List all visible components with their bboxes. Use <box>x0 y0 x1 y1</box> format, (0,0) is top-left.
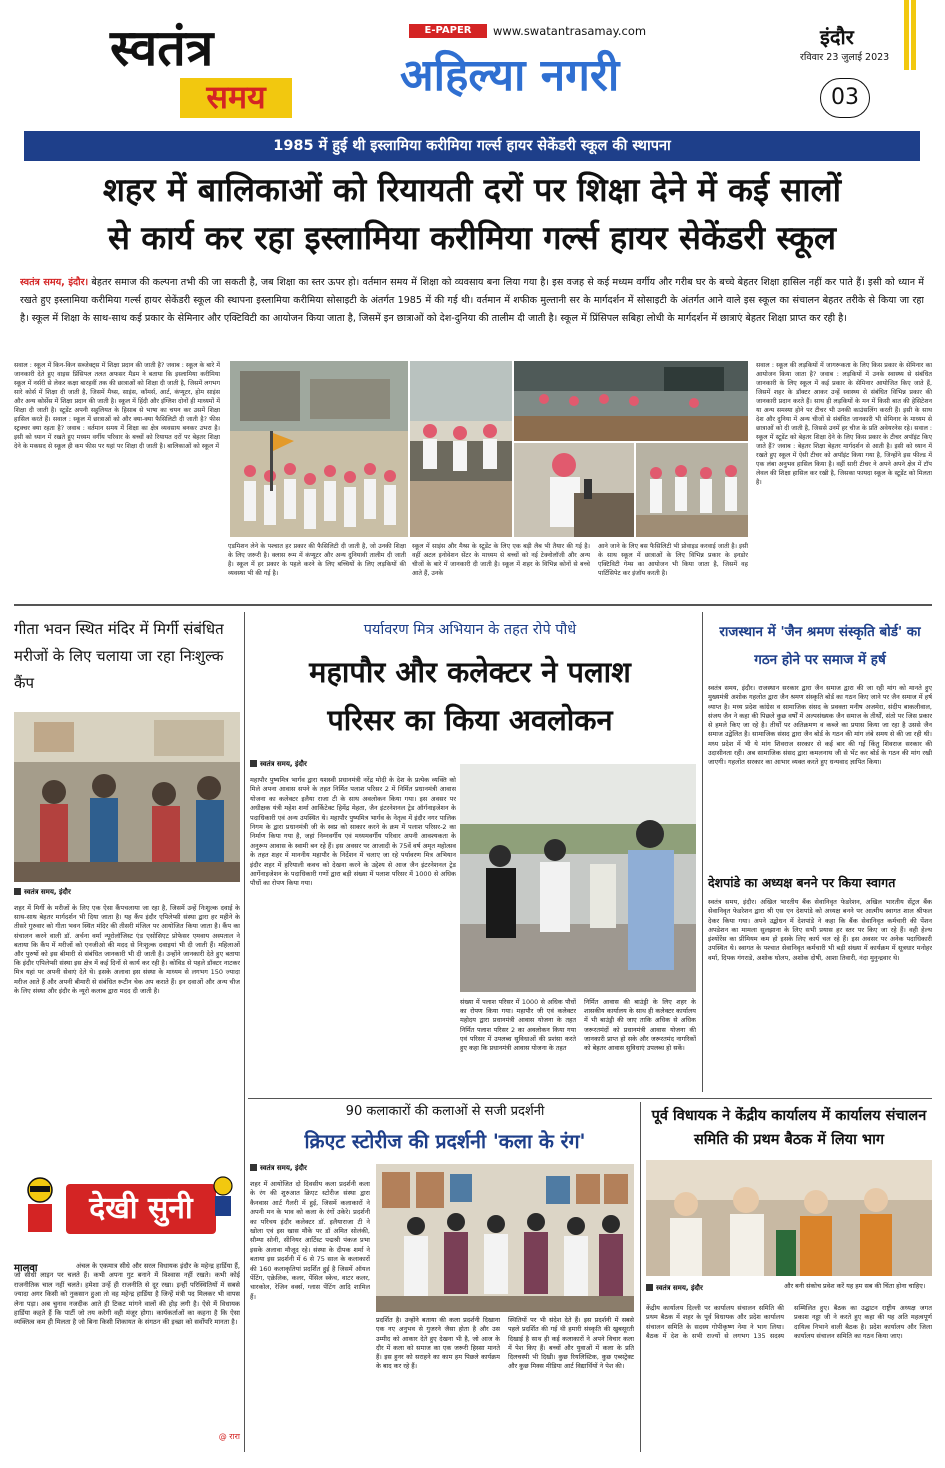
palash-byline <box>250 760 450 770</box>
vidhayak-byline <box>646 1284 766 1294</box>
palash-body: महापौर पुष्यमित्र भार्गव द्वारा यशस्वी प्रधानमंत्री नरेंद्र मोदी के देश के प्रत्येक व्यक्ति को मिले अपना आवास सपने के तहत निर्मित पलाश परिसर 2 में निर्मित प्रधानमंत्री आवास योजना का कलेक्टर इलैया राजा टी के साथ अवलोकन किया गया। इस अवसर पर अधीक्षक यंत्री महेश शर्मा आर्किटेक्ट हिमेंद्र मेहता, जैन इंटरनेशनल ट्रेड ऑर्गनाइजेशन के पदाधिकारी एवं अन्य उपस्थित थे। महापौर पुष्यमित्र भार्गव के नेतृत्व में इंदौर नगर पालिक निगम के द्वारा प्रधानमंत्री जी के स्वप्न को साकार करने के क्रम में पलाश परिसर-2 का निर्माण किया गया है, जहां निम्नवर्गीय एवं मध्यमवर्गीय परिवार अपनी आवश्यकता के अनुरूप आवास के स्वामी बन रहे हैं। इस अवसर पर आजादी के 75वें वर्ष अमृत महोत्सव के तहत शहर में माननीय महापौर के निर्देशन में चलाए जा रहे पर्यावरण मित्र अभियान इंदौर शहर में हरियाली कवच को देखना करने के उद्देश्य से आज जैन इंटरनेशनल ट्रेड आर्गेनाइजेशन के पदाधिकारी गणों द्वारा बड़ी संख्या में पलाश परिसर में 1000 से अधिक पौधों का रोपण किया गया। <box>250 776 456 888</box>
palash-photo <box>460 764 696 992</box>
divider-lead-bottom <box>14 604 932 606</box>
mandir-byline <box>14 888 240 898</box>
vidhayak-photo <box>646 1160 932 1276</box>
divider-right-col <box>702 612 703 1092</box>
divider-mid-bottom <box>248 1098 932 1099</box>
lead-headline-line-1: शहर में बालिकाओं को रियायती दरों पर शिक्षा देने में कई सालों <box>102 171 842 209</box>
vidhayak-headline: पूर्व विधायक ने केंद्रीय कार्यालय में कार्यालय संचालन समिति की प्रथम बैठक में लिया भाग <box>651 1108 927 1148</box>
palash-headline-line-1: महापौर और कलेक्टर ने पलाश <box>309 655 631 689</box>
lead-caption-col-3: आने जाने के लिए बस फैसिलिटी भी प्रोवाइड करवाई जाती है। इसी के साथ स्कूल में छात्राओं के लिए विभिन्न प्रकार के इनडोर एक्टिविटी गेम्स का आयोजन भी किया जाता है, जिसमें वह पार्टिसिपेट कर इंजॉय करती है। <box>598 543 748 577</box>
logo-bottom-text: समय <box>206 78 266 116</box>
lead-kicker-band <box>24 131 920 161</box>
palash-caption-col-2: निर्मित आवास की बाउंड्री के लिए शहर के शासकीय कार्यालय के साथ ही कलेक्टर कार्यालय में भी बाउंड्री की जाए ताकि अधिक से अधिक जरूरतमंदों को प्रधानमंत्री आवास योजना की जानकारी प्राप्त हो सके और जरूरतमंद नागरिकों को बेहतर आवास सुविधाएं उपलब्ध हो सकें। <box>584 998 696 1053</box>
lead-photo-assembly <box>230 361 408 537</box>
column-figure-icon <box>20 1174 60 1234</box>
art-photo <box>376 1164 634 1312</box>
jain-body: स्वतंत्र समय, इंदौर। राजस्थान सरकार द्वारा जैन समाज द्वारा की जा रही मांग को मानते हुए मुख्यमंत्री अशोक गहलोत द्वारा जैन श्रमण संस्कृति बोर्ड का गठन किए जाने पर जैन समाज में हर्ष व्याप्त है। मध्य प्रदेश कांग्रेस व सामाजिक संसद के प्रवक्ता मनीष अजमेरा, संदीप बाकलीवाल, संजय जैन ने कहा की पिछले कुछ वर्षों में अल्पसंख्यक जैन समाज के तीर्थों, संतो पर जिस प्रकार से हमले किए जा रहे है। तीर्थों पर अतिक्रमण व कब्जे का प्रयास किया जा रहा है उससे जैन समाज उद्वेलित है। सामाजिक संसद द्वारा जैन बोर्ड के गठन की मांग लंबे समय से की जा रही थी। मध्य प्रदेश में भी ये मांग शिवराज सरकार से कई बार की गई किंतु शिवराज सरकार की उदासीनता रही। अब सामाजिक संसद द्वारा कमलनाथ जी से भेंट कर बोर्ड के गठन की मांग रखी जाएगी। गहलोत सरकार का आभार व्यक्त करते हुए धन्यवाद ज्ञापित किया। <box>708 684 932 767</box>
jain-headline: राजस्थान में 'जैन श्रमण संस्कृति बोर्ड' का गठन होने पर समाज में हर्ष <box>719 624 921 668</box>
art-kicker: 90 कलाकारों की कलाओं से सजी प्रदर्शनी <box>345 1104 545 1119</box>
column-region-tag: मालवा <box>14 1263 38 1274</box>
mandir-byline-text: स्वतंत्र समय, इंदौर <box>24 888 71 896</box>
lead-headline <box>22 166 922 264</box>
art-body: शहर में आयोजित दो दिवसीय कला प्रदर्शनी कला के रंग की शुरुआत क्रिएट स्टोरीज संस्था द्वारा कैनवास आर्ट गैलरी में हुई, जिसमें कलाकारों ने अपनी मन के भाव को कला के रंगों उकेरे। प्रदर्शनी का परिचय इंदौर कलेक्टर डॉ. इलैयाराजा टी ने खोला एवं इस खास मौके पर डॉ अमित सोलंकी, सौम्या सोनी, सीनियर आर्टिस्ट पद्मश्री पंकज प्रभा इसके अलावा मौजूद रहे। संस्था के दीपक शर्मा ने बताया इस प्रदर्शनी में 6 से 75 साल के कलाकारों की 160 कलाकृतियां प्रदर्शित हुई है जिसमें ऑयल पेंटिंग, एक्रेलिक, कलर, पेंसिल स्केच, वाटर कलर, चारकोल, रेजिन वर्क्स, ग्लास पेंटिंग आदि शामिल हैं। <box>250 1180 370 1301</box>
lead-intro-text: बेहतर समाज की कल्पना तभी की जा सकती है, जब शिक्षा का स्तर ऊपर हो। वर्तमान समय में शिक्षा को व्यवसाय बना लिया गया है। इस वजह से कई मध्यम वर्गीय और गरीब घर के बच्चे बेहतर शिक्षा हासिल नहीं कर पाते हैं। इसी को ध्यान में रखते हुए इस्लामिया करीमिया गर्ल्स हायर सेकेंडरी स्कूल की स्थापना इस्लामिया करीमिया सोसाइटी के अंतर्गत 1985 में की गई थी। वर्तमान में शफीक मुल्तानी सर के मार्गदर्शन में सोसाइटी के अंतर्गत आने वाले इस स्कूल का संचालन बेहतर तरीके से किया जा रहा है। स्कूल में शिक्षा के साथ-साथ कई प्रकार के सेमिनार और एक्टिविटी का आयोजन किया जाता है, जिसमें इन छात्राओं को देश-दुनिया की तालीम दी जाती है। स्कूल में प्रिंसिपल सबिहा लोधी के मार्गदर्शन में छात्राएं बेहतर शिक्षा प्राप्त कर रही है। <box>20 277 924 325</box>
column-figure-icon-2 <box>210 1176 236 1216</box>
lead-photo-classroom <box>514 361 748 441</box>
vidhayak-caption-right: और बनी संकोच प्रवेश करें यह हम सब की चिंता होना चाहिए। <box>784 1282 926 1290</box>
masthead <box>0 0 945 127</box>
lead-caption-col-1: एडमिशन लेने के पश्चात हर प्रकार की फैसिलिटी दी जाती है, जो उनकी शिक्षा के लिए जरूरी है। क्लास रूम में कंप्यूटर और अन्य दुनियावी तालीम दी जाती है। स्कूल में हर प्रकार के पहले करने के लिए बच्चियों के लिए लड़कियों की व्यवस्था भी की गई है। <box>228 543 406 577</box>
deshpande-body: स्वतंत्र समय, इंदौर। अखिल भारतीय बैंक सेवानिवृत फेडरेशन, अखिल भारतीय सेंट्रल बैंक सेवानिवृत फेडरेशन द्वारा श्री एस एन देशपांडे को अध्यक्ष बनने पर आत्मीय स्वागत शाल श्रीफल देकर किया गया। अपने उद्बोधन में देशपांडे ने कहा कि बैंक सेवानिवृत कर्मचारी की पेंशन अपडेशन का मामला सुलझाना के लिए सभी प्रयास हर स्तर पर किए जा रहे हैं। वही हेल्थ इंश्योरेंस का प्रीमियम कम हो इसके लिए कार्य चल रहे हैं। इस अवसर पर अनेक पदाधिकारी उपस्थित थे। स्वागत के पश्चात सेवानिवृत कर्मचारी भी बड़ी संख्या में कार्यक्रम में सूत्रधार मनोहर वर्मा, दिपक गंगराडे, अशोक घोलप, अशोक दोषी, आशा तिवारी, नंदा मुनुन्द्रवार थे। <box>708 898 932 962</box>
logo-top-text: स्वतंत्र <box>110 18 214 77</box>
vidhayak-body: केंद्रीय कार्यालय दिल्ली पर कार्यालय संचालन समिति की प्रथम बैठक में शहर के पूर्व विधायक और प्रदेश कार्यालय संचालन समिति के सदस्य गोपीकृष्ण नेमा ने भाग लिया। बैठक में देश के सभी राज्यों से लगभग 135 सदस्य सम्मिलित हुए। बैठक का उद्घाटन राष्ट्रीय अध्यक्ष जगत प्रकाश नड्डा जी ने करते हुए कहा की यह अति महत्वपूर्ण दायित्व निभाने वाली बैठक है। प्रदेश कार्यालय और जिला कार्यालय संचालन समिति का गठन किया जाए। <box>646 1304 932 1341</box>
yellow-edge-strip <box>904 0 918 70</box>
column-title: देखी सुनी <box>89 1191 193 1226</box>
mandir-body: शहर में मिर्गी के मरीजों के लिए एक ऐसा कैंपचलाया जा रहा है, जिसमें उन्हें निःशुल्क दवाई के साथ-साथ बेहतर मार्गदर्शन भी दिया जाता है। यह कैंप इंदौर एपिलेप्सी संस्था द्वारा हर महीने के तीसरे गुरुवार को गीता भवन स्थित मंदिर की तीसरी मंजिल पर आयोजित किया जाता है। कैंप का संचालन करने वाली डॉ. अर्चना वर्मा न्यूरोलॉजिस्ट एंड एसोसिएट प्रोफेसर एमवाय अस्पताल ने बताया कि कैंप में मरीजों को एनजीओ की मदद से निःशुल्क दवाइयां भी दी जाती हैं। महिलाओं और पुरुषों को इस बीमारी से संबंधित जानकारी भी दी जाती है। उन्होंने जानकारी देते हुए बताया कि इंदौर एपिलेप्सी संस्था इस क्षेत्र में कई दिनों से कार्य कर रही है। कोविड से पहले डॉक्टर नाटकर मित्र यहां पर अपनी सेवाएं देते थे। इसके अलावा इस संस्था के माध्यम से लगभग 150 ज्यादा मरीज आते हैं और अपनी बीमारी से संबंधित रूटीन चेक अप कराते हैं। इन दवाओं और अन्य चीज के लिए संस्था और इंदौर के न्यूरो कलाब द्वारा मदद दी जाती है। <box>14 904 240 995</box>
epaper-tag: E-PAPER <box>409 24 487 38</box>
divider-art-right <box>640 1102 641 1452</box>
lead-intro-dateline: स्वतंत्र समय, इंदौर। <box>20 277 89 288</box>
lead-kicker: 1985 में हुई थी इस्लामिया करीमिया गर्ल्स हायर सेकेंडरी स्कूल की स्थापना <box>273 138 671 154</box>
art-caption-col-2: स्थितियों पर भी संदेश देते हैं। इस प्रदर्शनी में सबसे पहले प्रदर्शित की गई थी हमारी संस्कृति की खुबसूरती दिखाई है साथ ही कई कलाकारों ने अपने विचार कला में पेश किए हैं। बच्चों और युवाओं में कला के प्रति दिलचस्पी भी दिखी। कुछ रियलिस्टिक, कुछ एब्सट्रेक्ट और कुछ मिक्स मीडिया आर्ट विद्यार्थियों ने पेश की। <box>508 1316 634 1371</box>
lead-headline-line-2: से कार्य कर रहा इस्लामिया करीमिया गर्ल्स हायर सेकेंडरी स्कूल <box>107 219 836 257</box>
vidhayak-byline-text: स्वतंत्र समय, इंदौर <box>656 1284 703 1292</box>
divider-left-col <box>244 612 245 1452</box>
lead-photo-lab <box>410 361 512 537</box>
lead-qa-left: सवाल : स्कूल में किन-किन सब्जेक्ट्स में शिक्षा प्रदान की जाती है? जवाब : स्कूल के बारे में जानकारी देते हुए वाइस प्रिंसिपल तलत अफसर मैडम ने बताया कि इस्लामिया करीमिया स्कूल में नर्सरी से लेकर कक्षा बारहवीं तक की छात्राओं को शिक्षा दी जाती है, जिसमें लगभग सारे कोर्स में शिक्षा दी जाती है, जिसमें मैथ्स, साइंस, कॉमर्स, आर्ट, कंप्यूटर, होम साइंस और अन्य कोर्सेस में शिक्षा प्रदान की जाती है। स्कूल में हिंदी और इंग्लिश दोनों ही माध्यमों में शिक्षा दी जाती है। स्टूडेंट अपनी सहूलियत के हिसाब से भाषा का चयन कर उसमें शिक्षा हासिल करते हैं। सवाल : स्कूल में छात्राओं को और क्या-क्या फैसिलिटी दी जाती है? फीस स्ट्रक्चर क्या रहता है? जवाब : वर्तमान समय में शिक्षा का क्षेत्र व्यवसाय बनकर उभरा है। इसी को ध्यान में रखते हुए मध्यम वर्गीय परिवार के बच्चों को रियायत दरों पर बेहतर शिक्षा देने के मकसद से स्कूल ही कम फीस पर यहां पर शिक्षा दी जाती है। बालिकाओं को स्कूल में <box>14 362 220 450</box>
column-banner <box>14 1168 240 1256</box>
website-link[interactable]: www.swatantrasamay.com <box>493 24 647 38</box>
palash-byline-text: स्वतंत्र समय, इंदौर <box>260 760 307 768</box>
deshpande-headline: देशपांडे का अध्यक्ष बनने पर किया स्वागत <box>708 875 896 890</box>
palash-caption-col-1: संख्या में पलाश परिसर में 1000 से अधिक पौधों का रोपण किया गया। महापौर जी एवं कलेक्टर महोदय द्वारा प्रधानमंत्री आवास योजना के तहत निर्मित पलाश परिसर 2 का अवलोकन किया गया एवं परिसर में उपलब्ध सुविधाओं की प्रशंसा करते हुए कहा कि प्रधानमंत्री आवास योजना के तहत <box>460 998 576 1053</box>
lead-intro <box>20 274 924 348</box>
mandir-photo <box>14 712 240 882</box>
logo[interactable] <box>110 18 295 123</box>
palash-kicker: पर्यावरण मित्र अभियान के तहत रोपे पौधे <box>363 622 577 638</box>
art-caption-col-1: प्रदर्शित है। उन्होंने बताया की कला प्रदर्शनी दिखाना एक नए अनुभव से गुजरने जैसा होता है और उस उम्मीद को आकार देते हुए देखना भी है, जो आज के दौर में कला को समाज का एक जरूरी हिस्सा मानते हैं। इस हुनर को सराहने का काम हम पिछले कार्यक्रम के बाद कर रहे हैं। <box>376 1316 500 1371</box>
lead-caption-col-2: स्कूल में साइंस और मैथ्स के स्टूडेंट के लिए एक बड़ी लैब भी तैयार की गई है। वहीं अटल इनोवेशन सेंटर के माध्यम से बच्चों को नई टेक्नोलॉजी और अन्य चीजों के बारे में जानकारी दी जाती है। स्कूल में शहर के विभिन्न कोनों से बच्चे आते हैं, उनके <box>412 543 590 577</box>
art-byline-text: स्वतंत्र समय, इंदौर <box>260 1164 307 1172</box>
city-name: इंदौर <box>820 25 854 49</box>
column-body: अंचल के एकमात्र सीधे और सरल विधायक इंदौर के महेन्द्र हार्डिया हैं, जो सीधी लाइन पर चलते हैं। कभी अपना गुट बनाने में विश्वास नहीं रखते। कभी कोई राजनीतिक चाल नहीं चलते। हमेशा उन्हें ही राजनीति से दूर रखा। इन्हीं परिस्थितियों में सबसे ज्यादा अगर किसी को नुकसान हुआ तो वह महेन्द्र हार्डिया है जिन्हें मंत्री पद मिलकर भी वापस लेना पड़ा। अब चुनाव नजदीक आते ही टिकट मांगने वालों की होड़ लगी है। ऐसे में विधायक हार्डिया कहते हैं कि पार्टी जो तय करेगी वही मंजूर होगा। कार्यकर्ताओं का कहना है कि ऐसा व्यक्तित्व कम ही मिलता है जो बिना किसी शिकायत के संगठन की इच्छा को सर्वोपरि मानता है। <box>14 1262 240 1327</box>
section-title: अहिल्या नगरी <box>400 50 620 101</box>
lead-qa-right: सवाल : स्कूल की लड़कियों में जागरूकता के लिए किस प्रकार के सेमिनार का आयोजन किया जाता है? जवाब : लड़कियों में उनके स्वास्थ्य से संबंधित जानकारी के लिए स्कूल में कई प्रकार के सेमिनार आयोजित किए जाते हैं, जिसमें शहर के डॉक्टर आकर उन्हें स्वास्थ्य से संबंधित विभिन्न प्रकार की जानकारी प्रदान करते हैं। साथ ही लड़कियों के मन में किसी बात की हेसिटेशन या अन्य समस्या होने पर टीचर भी उनकी काउंसलिंग करती हैं। इसी के साथ देश और दुनिया में अन्य चीजों से संबंधित जानकारी भी सेमिनार के माध्यम से छात्राओं को दी जाती है, जिससे उनमें हर चीज के प्रति अवेयरनेस रहे। सवाल : स्कूल में स्टूडेंट को बेहतर शिक्षा देने के लिए किस प्रकार के टीचर अपॉइंट किए जाते हैं? जवाब : बेहतर शिक्षा बेहतर मार्गदर्शन से आती है। इसी को ध्यान में रखते हुए स्कूल में ऐसी टीचर को अपॉइंट किया गया है, जिन्होंने इस फील्ड में एक लंबा अनुभव हासिल किया है। वहीं सारी टीचर ने अपने अपने क्षेत्र में टॉप लेवल की शिक्षा हासिल कर रखी है, जिसका फायदा स्कूल के स्टूडेंट को मिलता है। <box>756 362 932 486</box>
lead-photo-games <box>636 443 748 537</box>
page-number: 03 <box>820 78 870 118</box>
palash-headline-line-2: परिसर का किया अवलोकन <box>327 703 613 737</box>
lead-photo-microscope <box>514 443 634 537</box>
column-credit: @ रारा <box>218 1432 240 1441</box>
art-headline: क्रिएट स्टोरीज की प्रदर्शनी 'कला के रंग' <box>304 1130 586 1153</box>
mandir-headline: गीता भवन स्थित मंदिर में मिर्गी संबंधित मरीजों के लिए चलाया जा रहा निःशुल्क कैंप <box>14 620 224 692</box>
palash-headline <box>250 648 690 754</box>
edition-date: रविवार 23 जुलाई 2023 <box>800 52 890 63</box>
